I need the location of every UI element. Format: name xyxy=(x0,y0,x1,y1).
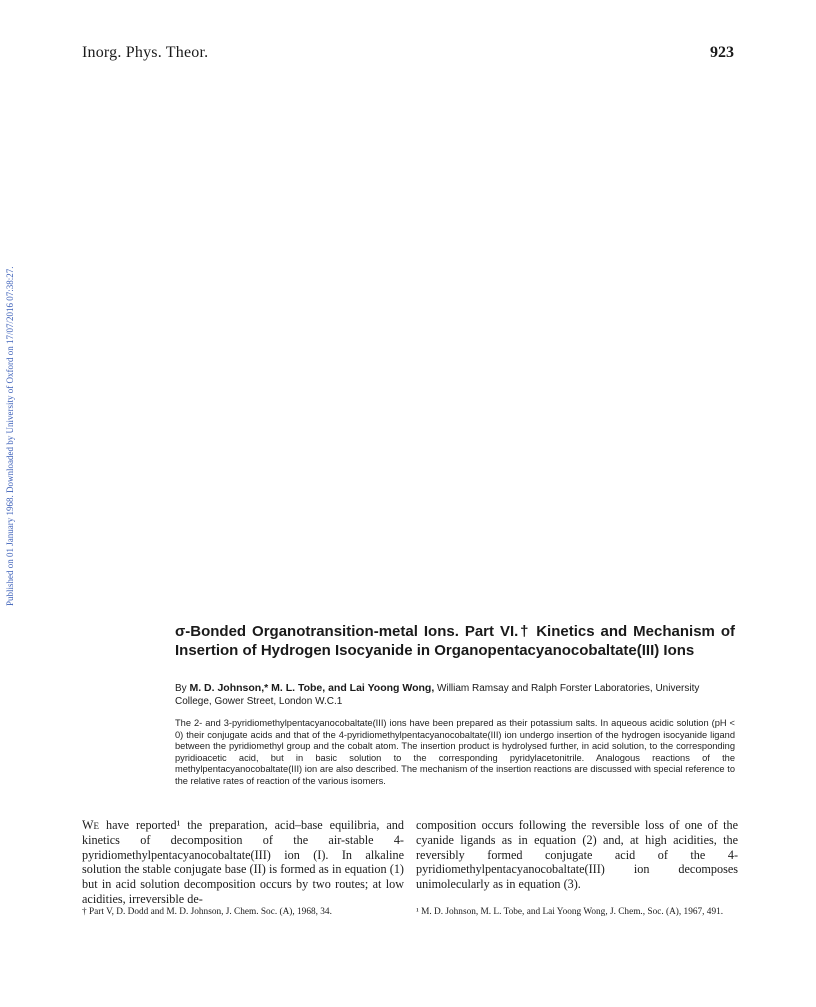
abstract: The 2- and 3-pyridiomethylpentacyanocobaltate(III) ions have been prepared as their potassium salts. In aqueous acidic solution (pH < 0) their conjugate acids and that of the 4-pyridiomethylpentacyanocobaltate(III) ion undergo insertion of the hydrogen isocyanide ligand between the pyridiomethyl group and the cobalt atom. The insertion product is hydrolysed further, in acid solution, to the corresponding pyridioacetic acid, but in basic solution to the corresponding pyridylacetonitrile. Analogous reactions of the methylpentacyanocobaltate(III) ion are also described. The mechanism of the insertion reactions are discussed with special reference to the relative rates of reaction of the various isomers. xyxy=(175,718,735,786)
author-block xyxy=(175,682,737,708)
body-column-right: composition occurs following the reversible loss of one of the cyanide ligands as in equation (2) and, at high acidities, the reversibly formed conjugate acid of the 4-pyridiomethylpentacyanocobaltate(III) ion decomposes unimolecularly as in equation (3). xyxy=(416,818,738,892)
footnote-right: ¹ M. D. Johnson, M. L. Tobe, and Lai Yoong Wong, J. Chem., Soc. (A), 1967, 491. xyxy=(416,907,724,917)
download-watermark-text: Published on 01 January 1968. Downloaded by University of Oxford on 17/07/2016 07:38:27. xyxy=(5,266,15,606)
body-column-left xyxy=(82,818,404,907)
author-names: M. D. Johnson,* M. L. Tobe, and Lai Yoong Wong, xyxy=(189,682,435,694)
body-left-text: have reported¹ the preparation, acid–base equilibria, and kinetics of decomposition of the air-stable 4-pyridiomethylpentacyanocobaltate(III) ion (I). In alkaline solution the stable conjugate base (II) is formed as in equation (1) but in acid solution decomposition occurs by two routes; at low acidities, irreversible de- xyxy=(82,818,404,906)
author-affiliation: William Ramsay and Ralph Forster Laboratories, University College, Gower Street, London W.C.1 xyxy=(175,683,700,707)
page-number: 923 xyxy=(710,44,734,61)
author-prefix: By xyxy=(175,683,187,694)
article-title: σ-Bonded Organotransition-metal Ions. Part VI.† Kinetics and Mechanism of Insertion of Hydrogen Isocyanide in Organopentacyanocobaltate(III) Ions xyxy=(175,623,735,659)
journal-header: Inorg. Phys. Theor. xyxy=(82,44,209,61)
download-watermark xyxy=(2,266,402,606)
footnote-left: † Part V, D. Dodd and M. D. Johnson, J. Chem. Soc. (A), 1968, 34. xyxy=(82,907,332,917)
body-lead-word: We xyxy=(82,818,100,832)
